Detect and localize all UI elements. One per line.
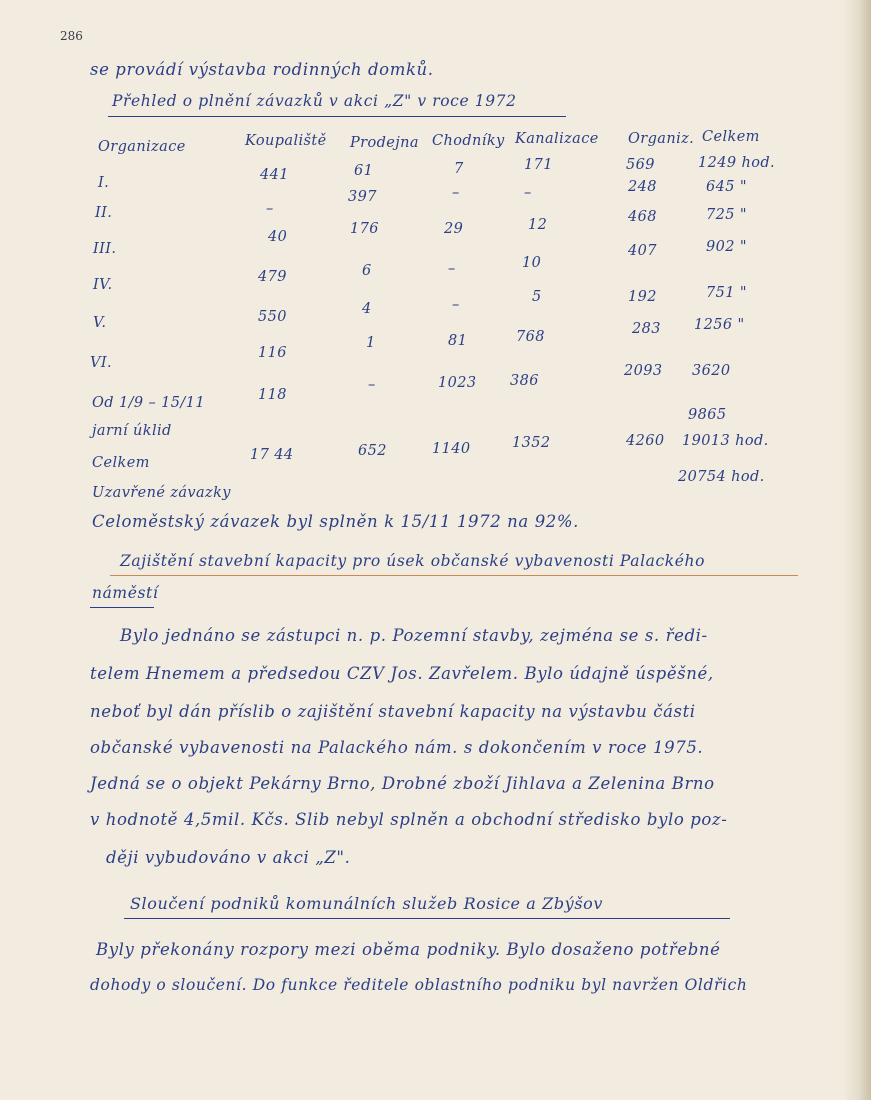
- header-celkem: Celkem: [702, 129, 760, 145]
- intro-line: se provádí výstavba rodinných domků.: [90, 60, 434, 79]
- row-label-iii: III.: [93, 241, 117, 257]
- row-label-ii: II.: [95, 205, 113, 221]
- section1-heading-cont: náměstí: [92, 584, 159, 602]
- cell-celkem: 1256 ": [694, 317, 745, 333]
- cell-celkem: 725 ": [706, 207, 747, 223]
- header-koupaliste: Koupaliště: [245, 133, 327, 149]
- cell-chodniky: –: [448, 261, 456, 277]
- cell-koupaliste: 17 44: [250, 447, 294, 463]
- cell-koupaliste: –: [266, 201, 274, 217]
- row-label-celkem: Celkem: [92, 455, 150, 471]
- header-prodejna: Prodejna: [350, 135, 419, 151]
- cell-kanalizace: –: [524, 185, 532, 201]
- cell-celkem: 20754 hod.: [678, 469, 765, 485]
- cell-kanalizace: 1352: [512, 435, 551, 451]
- section1-line: občanské vybavenosti na Palackého nám. s dokončením v roce 1975.: [90, 738, 704, 757]
- section1-line: Bylo jednáno se zástupci n. p. Pozemní stavby, zejména se s. ředi-: [120, 626, 708, 645]
- cell-organiz: 569: [626, 157, 655, 173]
- cell-organiz: 283: [632, 321, 661, 337]
- section1-line: ději vybudováno v akci „Z".: [106, 848, 351, 867]
- section1-heading: Zajištění stavební kapacity pro úsek občanské vybavenosti Palackého: [120, 552, 706, 570]
- section1-line: Jedná se o objekt Pekárny Brno, Drobné zboží Jihlava a Zelenina Brno: [90, 774, 715, 793]
- cell-prodejna: 4: [362, 301, 372, 317]
- section1-line: neboť byl dán příslib o zajištění stavební kapacity na výstavbu části: [90, 702, 696, 721]
- cell-organiz: 2093: [624, 363, 663, 379]
- cell-koupaliste: 40: [268, 229, 288, 245]
- row-label-jarni-uklid: jarní úklid: [92, 423, 172, 439]
- section1-heading-cont-underline: [90, 607, 154, 608]
- cell-prodejna: 6: [362, 263, 372, 279]
- cell-chodniky: 1023: [438, 375, 477, 391]
- cell-organiz: 192: [628, 289, 657, 305]
- cell-organiz: 4260: [626, 433, 665, 449]
- cell-chodniky: 81: [448, 333, 468, 349]
- section2-heading: Sloučení podniků komunálních služeb Rosice a Zbýšov: [130, 894, 604, 913]
- section2-heading-underline: [124, 918, 730, 919]
- cell-organiz: 468: [628, 209, 657, 225]
- section2-line: dohody o sloučení. Do funkce ředitele oblastního podniku byl navržen Oldřich: [90, 976, 748, 994]
- cell-prodejna: 61: [354, 163, 374, 179]
- cell-kanalizace: 5: [532, 289, 542, 305]
- cell-kanalizace: 10: [522, 255, 542, 271]
- cell-kanalizace: 12: [528, 217, 548, 233]
- cell-chodniky: 7: [454, 161, 464, 177]
- cell-celkem: 19013 hod.: [682, 433, 769, 449]
- cell-celkem: 9865: [688, 407, 727, 423]
- cell-prodejna: 1: [366, 335, 376, 351]
- cell-chodniky: –: [452, 297, 460, 313]
- cell-chodniky: 1140: [432, 441, 471, 457]
- table-title-underline: [108, 116, 566, 117]
- cell-koupaliste: 479: [258, 269, 287, 285]
- section1-heading-underline: [110, 575, 798, 576]
- row-label-uzavrene-zavazky: Uzavřené závazky: [92, 485, 231, 501]
- cell-kanalizace: 171: [524, 157, 553, 173]
- cell-koupaliste: 441: [260, 167, 289, 183]
- page-number: 286: [60, 29, 83, 43]
- cell-celkem: 902 ": [706, 239, 747, 255]
- cell-celkem: 3620: [692, 363, 731, 379]
- summary-line: Celoměstský závazek byl splněn k 15/11 1972 na 92%.: [92, 512, 580, 531]
- row-label-i: I.: [98, 175, 110, 191]
- section1-line: telem Hnemem a předsedou CZV Jos. Zavřelem. Bylo údajně úspěšné,: [90, 664, 714, 683]
- row-label-iv: IV.: [93, 277, 113, 293]
- header-organizace: Organizace: [98, 139, 186, 155]
- cell-koupaliste: 550: [258, 309, 287, 325]
- section1-line: v hodnotě 4,5mil. Kčs. Slib nebyl splněn a obchodní středisko bylo poz-: [90, 810, 728, 829]
- cell-celkem: 1249 hod.: [698, 155, 776, 171]
- cell-chodniky: 29: [444, 221, 464, 237]
- row-label-period: Od 1/9 – 15/11: [92, 395, 205, 411]
- header-chodniky: Chodníky: [432, 133, 505, 149]
- cell-prodejna: 652: [358, 443, 387, 459]
- row-label-vi: VI.: [90, 355, 113, 371]
- cell-prodejna: 176: [350, 221, 379, 237]
- row-label-v: V.: [93, 315, 107, 331]
- table-title: Přehled o plnění závazků v akci „Z" v roce 1972: [112, 92, 517, 110]
- header-kanalizace: Kanalizace: [515, 131, 599, 147]
- cell-organiz: 248: [628, 179, 657, 195]
- cell-koupaliste: 118: [258, 387, 287, 403]
- section2-line: Byly překonány rozpory mezi oběma podniky. Bylo dosaženo potřebné: [96, 940, 721, 959]
- cell-prodejna: –: [368, 377, 376, 393]
- cell-prodejna: 397: [348, 189, 377, 205]
- cell-organiz: 407: [628, 243, 657, 259]
- book-binding-shadow: [845, 0, 871, 1100]
- cell-kanalizace: 768: [516, 329, 545, 345]
- cell-koupaliste: 116: [258, 345, 287, 361]
- cell-kanalizace: 386: [510, 373, 539, 389]
- cell-celkem: 751 ": [706, 285, 747, 301]
- cell-celkem: 645 ": [706, 179, 747, 195]
- cell-chodniky: –: [452, 185, 460, 201]
- header-organiz: Organiz.: [628, 131, 695, 147]
